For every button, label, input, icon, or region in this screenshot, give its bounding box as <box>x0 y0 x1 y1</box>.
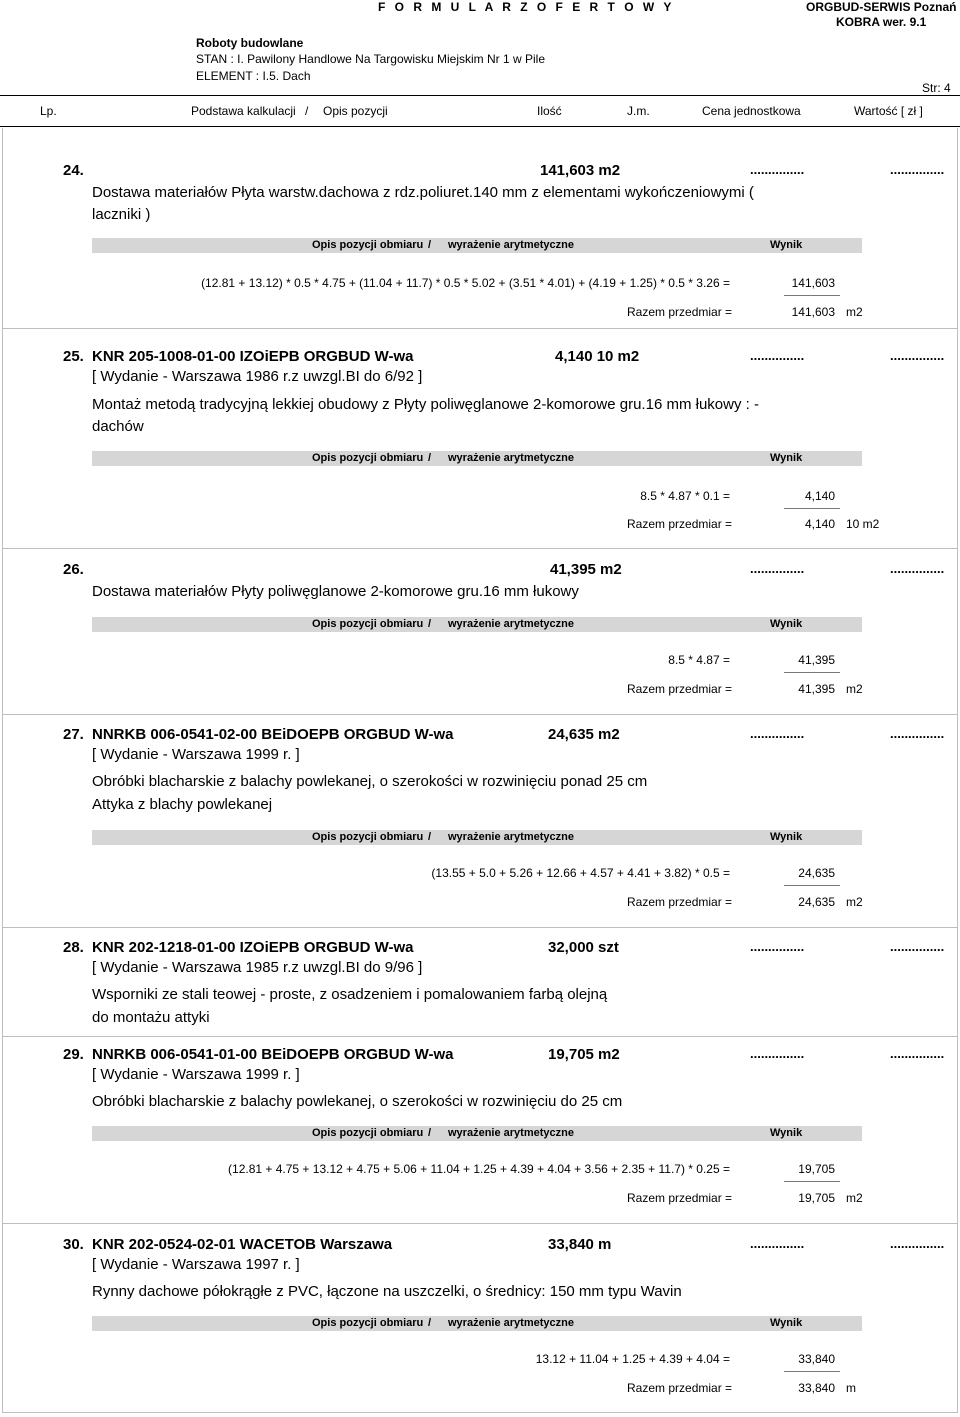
band-slash: / <box>428 1127 432 1139</box>
item-description: Dostawa materiałów Płyty poliwęglanowe 2-komorowe gru.16 mm łukowy <box>92 583 579 600</box>
item-description-cont: laczniki ) <box>92 206 151 223</box>
price-placeholder: ............... <box>750 726 805 741</box>
band-result: Wynik <box>770 452 803 464</box>
razem-unit: m2 <box>846 305 863 319</box>
band-slash: / <box>428 618 432 630</box>
measurement-header-band <box>92 1316 862 1331</box>
band-result: Wynik <box>770 831 803 843</box>
sum-rule <box>784 1181 840 1182</box>
item-number: 27. <box>63 726 84 743</box>
value-placeholder: ............... <box>890 939 945 954</box>
band-label: Opis pozycji obmiaru <box>312 452 424 464</box>
value-placeholder: ............... <box>890 1046 945 1061</box>
value-placeholder: ............... <box>890 1236 945 1251</box>
left-frame-line <box>2 128 3 1413</box>
band-expression: wyrażenie arytmetyczne <box>448 1317 574 1329</box>
band-label: Opis pozycji obmiaru <box>312 618 424 630</box>
sum-rule <box>784 295 840 296</box>
razem-unit: m2 <box>846 1191 863 1205</box>
item-edition: [ Wydanie - Warszawa 1999 r. ] <box>92 746 300 763</box>
item-edition: [ Wydanie - Warszawa 1999 r. ] <box>92 1066 300 1083</box>
item-separator <box>2 328 958 329</box>
band-result: Wynik <box>770 1317 803 1329</box>
item-description: Dostawa materiałów Płyta warstw.dachowa z rdz.poliuret.140 mm z elementami wykończeniowymi ( <box>92 184 754 201</box>
measurement-header-band <box>92 238 862 253</box>
item-description: Obróbki blacharskie z balachy powlekanej, o szerokości w rozwinięciu do 25 cm <box>92 1093 623 1110</box>
razem-label: Razem przedmiar = <box>627 517 733 531</box>
measurement-header-band <box>92 830 862 845</box>
item-basis-code: NNRKB 006-0541-02-00 BEiDOEPB ORGBUD W-wa <box>92 726 454 743</box>
razem-unit: m <box>846 1381 856 1395</box>
header-bottom-rule <box>0 126 960 127</box>
razem-value: 41,395 <box>798 682 835 696</box>
value-placeholder: ............... <box>890 348 945 363</box>
razem-value: 33,840 <box>798 1381 835 1395</box>
price-placeholder: ............... <box>750 162 805 177</box>
software-version: KOBRA wer. 9.1 <box>836 15 927 29</box>
item-edition: [ Wydanie - Warszawa 1986 r.z uwzgl.BI do 6/92 ] <box>92 368 423 385</box>
item-quantity: 33,840 m <box>548 1236 612 1253</box>
measurement-result: 33,840 <box>798 1352 835 1366</box>
item-basis-code: NNRKB 006-0541-01-00 BEiDOEPB ORGBUD W-wa <box>92 1046 454 1063</box>
price-placeholder: ............... <box>750 1236 805 1251</box>
measurement-result: 41,395 <box>798 653 835 667</box>
price-placeholder: ............... <box>750 1046 805 1061</box>
section-title: Roboty budowlane <box>196 36 304 50</box>
item-description-cont: dachów <box>92 418 144 435</box>
col-basis: Podstawa kalkulacji <box>191 104 296 118</box>
item-quantity: 32,000 szt <box>548 939 619 956</box>
value-placeholder: ............... <box>890 726 945 741</box>
item-quantity: 41,395 m2 <box>550 561 622 578</box>
sum-rule <box>784 1371 840 1372</box>
razem-label: Razem przedmiar = <box>627 1191 733 1205</box>
measurement-expression: (13.55 + 5.0 + 5.26 + 12.66 + 4.57 + 4.41 + 3.82) * 0.5 = <box>431 866 730 880</box>
item-description: Montaż metodą tradycyjną lekkiej obudowy z Płyty poliwęglanowe 2-komorowe gru.16 mm łukowy : - <box>92 396 759 413</box>
item-basis-code: KNR 202-1218-01-00 IZOiEPB ORGBUD W-wa <box>92 939 414 956</box>
measurement-expression: (12.81 + 4.75 + 13.12 + 4.75 + 5.06 + 11.04 + 1.25 + 4.39 + 4.04 + 3.56 + 2.35 + 11.7) * 0.25 = <box>228 1162 730 1176</box>
item-separator <box>2 714 958 715</box>
measurement-header-band <box>92 451 862 466</box>
item-description-cont: do montażu attyki <box>92 1009 210 1026</box>
col-unit: J.m. <box>627 104 650 118</box>
measurement-expression: 8.5 * 4.87 = <box>668 653 730 667</box>
item-number: 25. <box>63 348 84 365</box>
col-unit-price: Cena jednostkowa <box>702 104 801 118</box>
measurement-result: 141,603 <box>791 276 835 290</box>
measurement-result: 4,140 <box>804 489 835 503</box>
razem-unit: 10 m2 <box>846 517 880 531</box>
item-number: 24. <box>63 162 84 179</box>
band-result: Wynik <box>770 1127 803 1139</box>
razem-value: 24,635 <box>798 895 835 909</box>
band-slash: / <box>428 452 432 464</box>
stan-line: STAN : I. Pawilony Handlowe Na Targowisku Miejskim Nr 1 w Pile <box>196 52 546 66</box>
band-label: Opis pozycji obmiaru <box>312 831 424 843</box>
item-quantity: 24,635 m2 <box>548 726 620 743</box>
band-label: Opis pozycji obmiaru <box>312 1127 424 1139</box>
razem-value: 141,603 <box>791 305 835 319</box>
razem-label: Razem przedmiar = <box>627 305 733 319</box>
razem-value: 19,705 <box>798 1191 835 1205</box>
band-slash: / <box>428 1317 432 1329</box>
page-number: Str: 4 <box>922 81 951 95</box>
razem-label: Razem przedmiar = <box>627 895 733 909</box>
item-edition: [ Wydanie - Warszawa 1985 r.z uwzgl.BI do 9/96 ] <box>92 959 423 976</box>
measurement-result: 24,635 <box>798 866 835 880</box>
band-label: Opis pozycji obmiaru <box>312 1317 424 1329</box>
band-expression: wyrażenie arytmetyczne <box>448 452 574 464</box>
razem-unit: m2 <box>846 895 863 909</box>
item-number: 26. <box>63 561 84 578</box>
sum-rule <box>784 508 840 509</box>
col-lp: Lp. <box>40 104 57 118</box>
sum-rule <box>784 672 840 673</box>
price-placeholder: ............... <box>750 939 805 954</box>
item-description: Wsporniki ze stali teowej - proste, z osadzeniem i pomalowaniem farbą olejną <box>92 986 608 1003</box>
col-quantity: Ilość <box>537 104 562 118</box>
band-expression: wyrażenie arytmetyczne <box>448 618 574 630</box>
item-description: Rynny dachowe półokrągłe z PVC, łączone na uszczelki, o średnicy: 150 mm typu Wavin <box>92 1283 682 1300</box>
item-separator <box>2 548 958 549</box>
right-frame-line <box>957 128 958 1413</box>
measurement-expression: (12.81 + 13.12) * 0.5 * 4.75 + (11.04 + 11.7) * 0.5 * 5.02 + (3.51 * 4.01) + (4.19 + 1.25) * 0.5 * 3.26 = <box>201 276 730 290</box>
item-quantity: 141,603 m2 <box>540 162 621 179</box>
razem-unit: m2 <box>846 682 863 696</box>
band-expression: wyrażenie arytmetyczne <box>448 239 574 251</box>
item-separator <box>2 927 958 928</box>
measurement-expression: 8.5 * 4.87 * 0.1 = <box>640 489 730 503</box>
measurement-header-band <box>92 1126 862 1141</box>
razem-label: Razem przedmiar = <box>627 1381 733 1395</box>
item-description-cont: Attyka z blachy powlekanej <box>92 796 273 813</box>
item-number: 28. <box>63 939 84 956</box>
band-slash: / <box>428 239 432 251</box>
item-edition: [ Wydanie - Warszawa 1997 r. ] <box>92 1256 300 1273</box>
price-placeholder: ............... <box>750 561 805 576</box>
sum-rule <box>784 885 840 886</box>
price-placeholder: ............... <box>750 348 805 363</box>
item-description: Obróbki blacharskie z balachy powlekanej, o szerokości w rozwinięciu ponad 25 cm <box>92 773 648 790</box>
col-description: Opis pozycji <box>323 104 388 118</box>
col-slash: / <box>305 104 309 118</box>
item-separator <box>2 1223 958 1224</box>
form-title: F O R M U L A R Z O F E R T O W Y <box>378 0 675 14</box>
band-expression: wyrażenie arytmetyczne <box>448 1127 574 1139</box>
band-result: Wynik <box>770 239 803 251</box>
item-number: 29. <box>63 1046 84 1063</box>
measurement-result: 19,705 <box>798 1162 835 1176</box>
item-separator <box>2 1036 958 1037</box>
item-basis-code: KNR 205-1008-01-00 IZOiEPB ORGBUD W-wa <box>92 348 414 365</box>
element-line: ELEMENT : I.5. Dach <box>196 69 311 83</box>
measurement-header-band <box>92 617 862 632</box>
value-placeholder: ............... <box>890 162 945 177</box>
measurement-expression: 13.12 + 11.04 + 1.25 + 4.39 + 4.04 = <box>535 1352 730 1366</box>
band-label: Opis pozycji obmiaru <box>312 239 424 251</box>
band-expression: wyrażenie arytmetyczne <box>448 831 574 843</box>
razem-value: 4,140 <box>804 517 835 531</box>
item-separator <box>2 1412 958 1413</box>
header-top-rule <box>0 95 960 96</box>
col-value: Wartość [ zł ] <box>854 104 923 118</box>
item-quantity: 4,140 10 m2 <box>555 348 640 365</box>
company-name: ORGBUD-SERWIS Poznań <box>806 0 957 14</box>
value-placeholder: ............... <box>890 561 945 576</box>
razem-label: Razem przedmiar = <box>627 682 733 696</box>
item-quantity: 19,705 m2 <box>548 1046 620 1063</box>
band-slash: / <box>428 831 432 843</box>
item-number: 30. <box>63 1236 84 1253</box>
band-result: Wynik <box>770 618 803 630</box>
item-basis-code: KNR 202-0524-02-01 WACETOB Warszawa <box>92 1236 393 1253</box>
